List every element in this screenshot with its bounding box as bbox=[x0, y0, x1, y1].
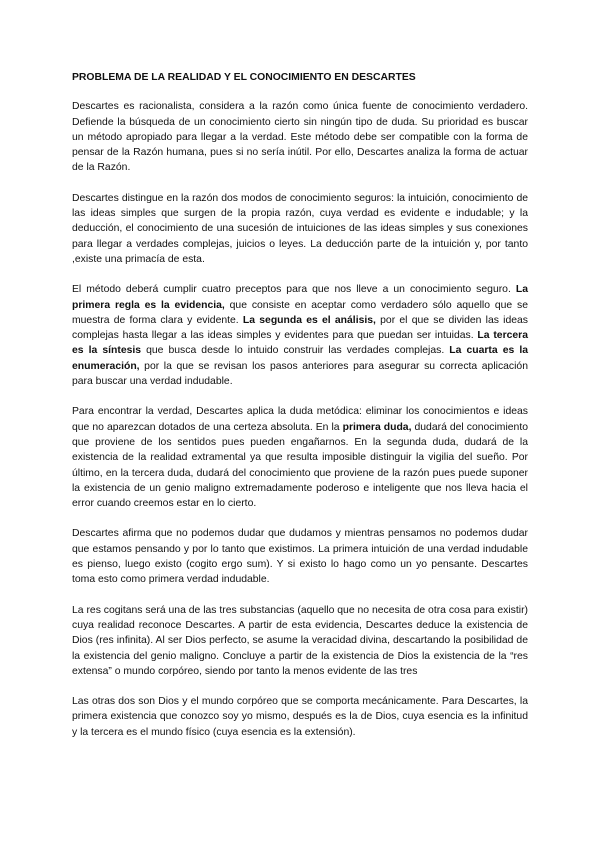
document-title: PROBLEMA DE LA REALIDAD Y EL CONOCIMIENTO EN DESCARTES bbox=[72, 72, 416, 83]
bold-enumeracion: La cuarta es la enumeración, bbox=[72, 345, 528, 372]
paragraph-modos-conocimiento: Descartes distingue en la razón dos modos de conocimiento seguros: la intuición, conocimiento de las ideas simples que surgen de la propia razón, cuya verdad es evidente e indudable; y la deducción, el conocimiento de una sucesión de intuiciones de las ideas simples y sus conexiones para llegar a verdades complejas, juicios o leyes. La deducción parte de la intuición y, por tanto ,existe una primacía de esta. bbox=[72, 192, 528, 265]
paragraph-duda-metodica bbox=[72, 404, 528, 511]
paragraph-sustancias: Las otras dos son Dios y el mundo corpóreo que se comporta mecánicamente. Para Descartes, la primera existencia que conozco soy yo mismo, después es la de Dios, cuya esencia es la infinitud y la tercera es el mundo físico (cuya esencia es la extensión). bbox=[72, 696, 528, 738]
bold-sintesis: La tercera es la síntesis bbox=[72, 330, 529, 357]
document-page bbox=[72, 70, 528, 755]
bold-primera-duda: primera duda, bbox=[342, 421, 412, 433]
bold-analisis: La segunda es el análisis, bbox=[242, 314, 376, 326]
bold-evidencia: La primera regla es la evidencia, bbox=[72, 284, 528, 311]
paragraph-metodo-preceptos bbox=[72, 282, 528, 389]
text-span: El método deberá cumplir cuatro preceptos para que nos lleve a un conocimiento seguro. bbox=[72, 284, 516, 296]
text-span: por la que se revisan los pasos anteriores para asegurar su correcta aplicación para buscar una verdad indudable. bbox=[72, 360, 528, 388]
paragraph-res-cogitans: La res cogitans será una de las tres substancias (aquello que no necesita de otra cosa para existir) cuya realidad reconoce Descartes. A partir de esta evidencia, Descartes deduce la existencia de Dios (res infinita). Al ser Dios perfecto, se asume la veracidad divina, descartando la posibilidad de la existencia del genio maligno. Concluye a partir de la existencia de Dios la existencia de la “res extensa” o mundo corpóreo, siendo por tanto la menos evidente de las tres bbox=[72, 604, 528, 677]
text-span: Para encontrar la verdad, Descartes aplica la duda metódica: eliminar los conocimientos e ideas que no aparezcan dotados de una certeza absoluta. En la bbox=[72, 406, 528, 433]
paragraph-cogito: Descartes afirma que no podemos dudar que dudamos y mientras pensamos no podemos dudar que estamos pensando y por lo tanto que existimos. La primera intuición de una verdad indudable es pienso, luego existo (cogito ergo sum). Y si existo lo hago como un yo pensante. Descartes toma esto como primera verdad indudable. bbox=[72, 528, 528, 586]
text-span: que busca desde lo intuido construir las verdades complejas. bbox=[141, 345, 450, 357]
paragraph-racionalismo: Descartes es racionalista, considera a la razón como única fuente de conocimiento verdadero. Defiende la búsqueda de un conocimiento cierto sin ningún tipo de duda. Su prioridad es buscar un método apropiado para llegar a la verdad. Este método debe ser compatible con la forma de pensar de la Razón humana, pues si no sería inútil. Por ello, Descartes analiza la forma de actuar de la Razón. bbox=[72, 101, 528, 174]
text-span: dudará del conocimiento que proviene de los sentidos pues pueden engañarnos. En la segunda duda, dudará de la existencia de la realidad extramental ya que resulta imposible distinguir la vigilia del sueño. Por último, en la tercera duda, dudará del conocimiento que proviene de la razón pues puede suponer la existencia de un genio maligno extremadamente poderoso e inteligente que nos lleva hacia el error cuando creemos estar en lo cierto. bbox=[72, 421, 528, 510]
text-span: por el que se dividen las ideas complejas hasta llegar a las ideas simples y evidentes para que puedan ser intuidas. bbox=[72, 314, 528, 342]
text-span: que consiste en aceptar como verdadero sólo aquello que se muestra de forma clara y evidente. bbox=[72, 299, 528, 326]
